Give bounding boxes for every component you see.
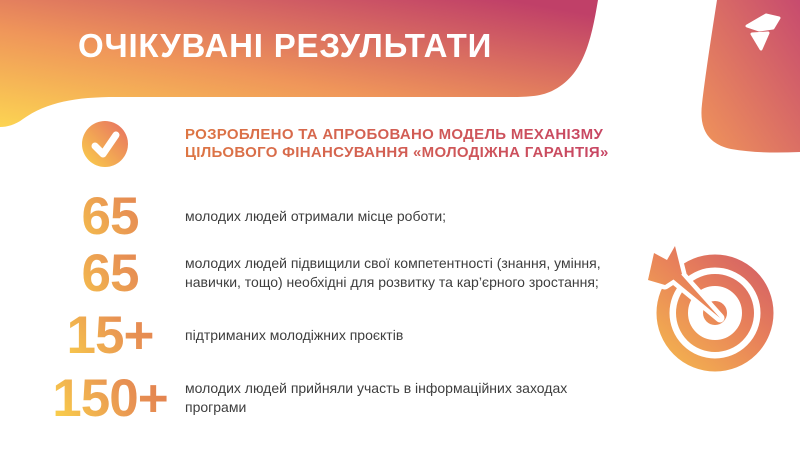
stat-row — [40, 368, 680, 428]
target-dart-glyph — [643, 233, 783, 393]
target-dart-icon — [643, 233, 783, 398]
stat-row — [40, 305, 680, 365]
stat-value: 150+ — [40, 372, 180, 425]
stat-label-line: програми — [185, 399, 247, 415]
stat-row — [40, 186, 680, 246]
checkmark-glyph — [82, 121, 128, 167]
stat-label-line: навички, тощо) необхідні для розвитку та кар’єрного зростання; — [185, 274, 599, 290]
heading-line: ЦІЛЬОВОГО ФІНАНСУВАННЯ «МОЛОДІЖНА ГАРАНТІЯ» — [185, 144, 705, 162]
stat-label-line: підтриманих молодіжних проєктів — [185, 326, 404, 343]
stat-value: 65 — [40, 247, 180, 300]
stat-label-line: молодих людей отримали місце роботи; — [185, 207, 447, 224]
stat-label — [185, 254, 680, 292]
key-result-heading — [185, 126, 705, 162]
stat-label-line: молодих людей прийняли участь в інформаційних заходах — [185, 380, 568, 396]
stat-row — [40, 243, 680, 303]
stat-label — [185, 207, 680, 226]
page-title: ОЧІКУВАНІ РЕЗУЛЬТАТИ — [78, 27, 493, 64]
stat-value: 65 — [40, 190, 180, 243]
stat-label-line: молодих людей підвищили свої компетентності (знання, уміння, — [185, 255, 601, 271]
stat-label — [185, 379, 680, 417]
stat-value: 15+ — [40, 309, 180, 362]
stat-label — [185, 326, 680, 345]
check-icon — [82, 121, 128, 167]
heading-line: РОЗРОБЛЕНО ТА АПРОБОВАНО МОДЕЛЬ МЕХАНІЗМУ — [185, 126, 705, 144]
